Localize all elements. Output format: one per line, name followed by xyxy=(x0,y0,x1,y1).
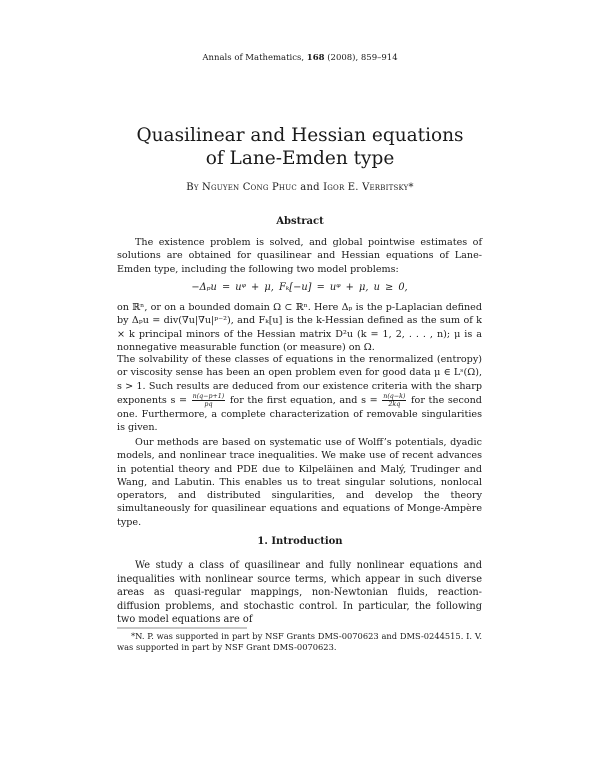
paper-title xyxy=(0,124,600,170)
author-2: Igor E. Verbitsky* xyxy=(323,182,414,193)
author-line xyxy=(0,182,600,193)
abstract-paragraph-3 xyxy=(117,353,482,434)
title-line-2: of Lane-Emden type xyxy=(205,148,395,169)
abstract-heading: Abstract xyxy=(276,216,324,227)
journal-header xyxy=(0,53,600,63)
introduction-paragraph-1: We study a class of quasilinear and fully nonlinear equations and inequalities with nonlinear source terms, which appear in such diverse areas as quasi-regular mappings, non-Newtonian fluids, reaction-diffusion problems, and stochastic control. In particular, the following two model equations are of xyxy=(117,560,482,626)
fraction-2-denominator: 2kq xyxy=(388,400,401,408)
fraction-2-numerator: n(q−k) xyxy=(383,392,406,400)
fraction-1-numerator: n(q−p+1) xyxy=(192,392,225,400)
title-line-1: Quasilinear and Hessian equations xyxy=(136,125,464,146)
abstract-p3-part-b: for the first equation, and s = xyxy=(229,394,378,406)
footnote: *N. P. was supported in part by NSF Grants DMS-0070623 and DMS-0244515. I. V. was supported in part by NSF Grant DMS-0070623. xyxy=(117,631,482,653)
abstract-paragraph-2: on ℝⁿ, or on a bounded domain Ω ⊂ ℝⁿ. Here Δₚ is the p-Laplacian defined by Δₚu = div(∇u|∇u|ᵖ⁻²), and Fₖ[u] is the k-Hessian defined as the sum of k × k principal minors of the Hessian matrix D²u (k = 1, 2, . . . , n); μ is a nonnegative measurable function (or measure) on Ω. xyxy=(117,302,482,353)
exponent-fraction-2 xyxy=(382,393,406,408)
abstract-paragraph-4: Our methods are based on systematic use of Wolff’s potentials, dyadic models, and nonlinear trace inequalities. We make use of recent advances in potential theory and PDE due to Kilpeläinen and Malý, Trudinger and Wang, and Labutin. This enables us to treat singular solutions, nonlocal operators, and distributed singularities, and develop the theory simultaneously for quasilinear equations and equations of Monge-Ampère type. xyxy=(117,437,482,528)
fraction-1-denominator: pq xyxy=(204,400,213,408)
author-1: Nguyen Cong Phuc xyxy=(202,182,297,193)
by-word: By xyxy=(186,182,199,193)
and-word: and xyxy=(300,182,320,193)
abstract-p3-part-a: The solvability of these classes of equations in the renormalized (entropy) or viscosity sense has been an open problem even for good data μ ∈ Lˢ(Ω), s > 1. Such results are deduced from our existence criteria with the sharp exponents s = xyxy=(117,354,482,406)
abstract-paragraph-1: The existence problem is solved, and global pointwise estimates of solutions are obtained for quasilinear and Hessian equations of Lane-Emden type, including the following two model problems: xyxy=(117,237,482,275)
model-equations: −Δₚu = uᵠ + μ, Fₖ[−u] = uᵠ + μ, u ≥ 0, xyxy=(191,282,408,293)
journal-volume: 168 xyxy=(306,53,325,63)
journal-name: Annals of Mathematics, xyxy=(202,53,305,63)
introduction-heading: 1. Introduction xyxy=(257,536,343,547)
exponent-fraction-1 xyxy=(192,393,226,408)
footnote-rule xyxy=(117,627,482,629)
journal-year-pages: (2008), 859–914 xyxy=(327,53,398,63)
abstract-p3-part-c: for the second one. Furthermore, a complete characterization of removable singularities is given. xyxy=(117,394,482,434)
